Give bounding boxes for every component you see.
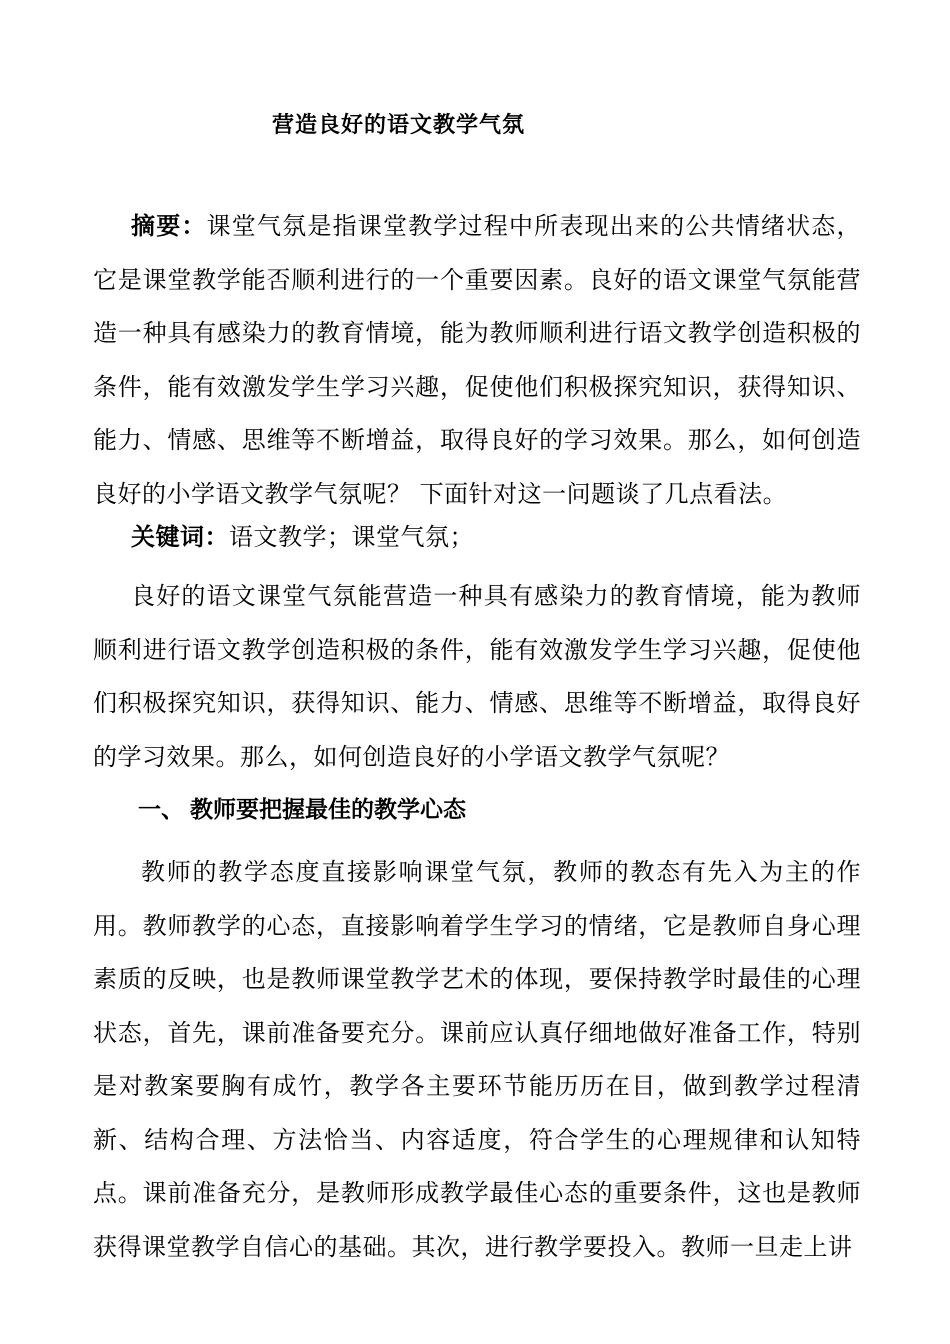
intro-paragraph: 良好的语文课堂气氛能营造一种具有感染力的教育情境，能为教师顺利进行语文教学创造积极的条件，能有效激发学生学习兴趣，促使他们积极探究知识，获得知识、能力、情感、思维等不断增益，取得良好的学习效果。那么，如何创造良好的小学语文教学气氛呢？ [93, 582, 861, 771]
section-number: 一、 [138, 797, 184, 823]
abstract-paragraph [93, 200, 861, 521]
keywords-paragraph [93, 511, 861, 565]
section-heading-text: 教师要把握最佳的教学心态 [190, 797, 466, 823]
section-heading [138, 790, 466, 830]
document-title: 营造良好的语文教学气氛 [272, 113, 526, 138]
keywords-label: 关键词： [131, 523, 229, 551]
abstract-text: 课堂气氛是指课堂教学过程中所表现出来的公共情绪状态，它是课堂教学能否顺利进行的一个重要因素。良好的语文课堂气氛能营造一种具有感染力的教育情境，能为教师顺利进行语文教学创造积极的条件，能有效激发学生学习兴趣，促使他们积极探究知识，获得知识、能力、情感、思维等不断增益，取得良好的学习效果。那么，如何创造良好的小学语文教学气氛呢？ 下面针对这一问题谈了几点看法。 [93, 212, 862, 508]
abstract-label: 摘要： [131, 212, 207, 240]
keywords-text: 语文教学；课堂气氛； [229, 523, 474, 551]
section-body-paragraph: 教师的教学态度直接影响课堂气氛，教师的教态有先入为主的作用。教师教学的心态，直接影响着学生学习的情绪，它是教师自身心理素质的反映，也是教师课堂教学艺术的体现，要保持教学时最佳的心理状态，首先，课前准备要充分。课前应认真仔细地做好准备工作，特别是对教案要胸有成竹，教学各主要环节能历历在目，做到教学过程清新、结构合理、方法恰当、内容适度，符合学生的心理规律和认知特点。课前准备充分，是教师形成教学最佳心态的重要条件，这也是教师获得课堂教学自信心的基础。其次，进行教学要投入。教师一旦走上讲 [93, 858, 861, 1261]
